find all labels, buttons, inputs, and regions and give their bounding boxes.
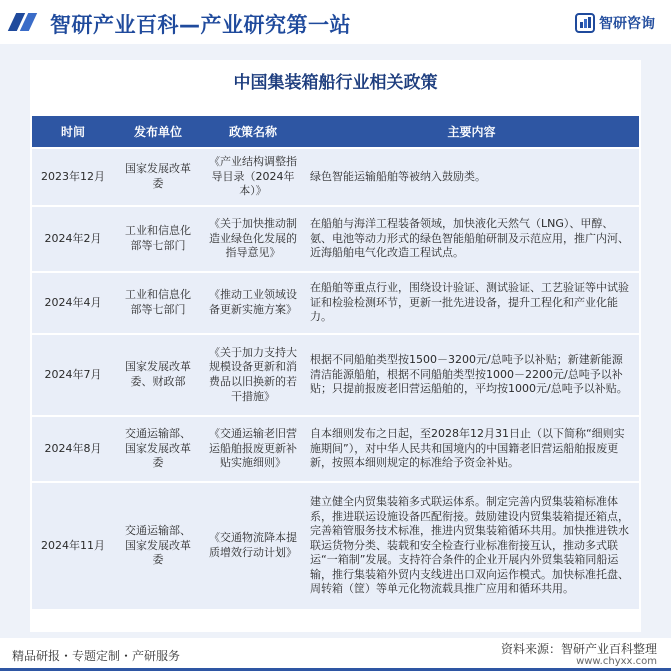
table-row <box>32 417 639 481</box>
cell-unit: 国家发展改革委、财政部 <box>114 335 202 415</box>
brand-name: 智研咨询 <box>599 16 655 32</box>
cell-time: 2024年2月 <box>32 207 114 271</box>
cell-time: 2024年7月 <box>32 335 114 415</box>
cell-unit: 国家发展改革委 <box>114 149 202 205</box>
table-row <box>32 273 639 333</box>
cell-policy-name: 《交通运输老旧营运船舶报废更新补贴实施细则》 <box>202 417 304 481</box>
cell-content: 自本细则发布之日起，至2028年12月31日止（以下简称“细则实施期间”），对中华人民共和国境内的中国籍老旧营运船舶报废更新，按照本细则规定的标准给予资金补贴。 <box>304 417 639 481</box>
cell-time: 2023年12月 <box>32 149 114 205</box>
cell-policy-name: 《交通物流降本提质增效行动计划》 <box>202 483 304 609</box>
cell-unit: 工业和信息化部等七部门 <box>114 273 202 333</box>
cell-policy-name: 《产业结构调整指导目录（2024年本）》 <box>202 149 304 205</box>
table-row <box>32 335 639 415</box>
page-header <box>0 0 671 44</box>
cell-content: 建立健全内贸集装箱多式联运体系。制定完善内贸集装箱标准体系，推进联运设施设备匹配衔接。鼓励建设内贸集装箱提还箱点，完善箱管服务技术标准，推进内贸集装箱循环共用。加快推进铁水联运货物分类、装载和安全检查行业标准衔接互认，推动多式联运“一箱制”发展。支持符合条件的企业开展内外贸集装箱同船运输，推行集装箱外贸内支线进出口双向运作模式。加快标准托盘、周转箱（筐）等单元化物流载具推广应用和循环共用。 <box>304 483 639 609</box>
cell-content: 绿色智能运输船舶等被纳入鼓励类。 <box>304 149 639 205</box>
cell-time: 2024年11月 <box>32 483 114 609</box>
brand-logo[interactable] <box>575 12 655 34</box>
cell-time: 2024年8月 <box>32 417 114 481</box>
table-header-row <box>32 116 639 147</box>
cell-content: 在船舶等重点行业，围绕设计验证、测试验证、工艺验证等中试验证和检验检测环节，更新一批先进设备，提升工程化和产业化能力。 <box>304 273 639 333</box>
cell-unit: 交通运输部、国家发展改革委 <box>114 417 202 481</box>
footer-services: 精品研报・专题定制・产研服务 <box>12 649 181 663</box>
footer-url[interactable]: www.chyxx.com <box>576 656 657 667</box>
policy-table <box>32 114 639 611</box>
cell-content: 根据不同船舶类型按1500－3200元/总吨予以补贴；新建新能源清洁能源船舶，根据不同船舶类型按1000－2200元/总吨予以补贴；只提前报废老旧营运船舶的，平均按1000元/总吨予以补贴。 <box>304 335 639 415</box>
logo-mark-icon <box>575 13 595 33</box>
table-row <box>32 207 639 271</box>
cell-content: 在船舶与海洋工程装备领域，加快液化天然气（LNG）、甲醇、氨、电池等动力形式的绿色智能船舶研制及示范应用，推广内河、近海船舶电气化改造工程试点。 <box>304 207 639 271</box>
cell-unit: 交通运输部、国家发展改革委 <box>114 483 202 609</box>
column-header-content: 主要内容 <box>304 116 639 147</box>
column-header-unit: 发布单位 <box>114 116 202 147</box>
column-header-time: 时间 <box>32 116 114 147</box>
table-row <box>32 483 639 609</box>
cell-policy-name: 《关于加快推动制造业绿色化发展的指导意见》 <box>202 207 304 271</box>
cell-time: 2024年4月 <box>32 273 114 333</box>
site-title: 智研产业百科—产业研究第一站 <box>50 13 351 37</box>
cell-unit: 工业和信息化部等七部门 <box>114 207 202 271</box>
footer-source: 资料来源：智研产业百科整理 <box>500 642 657 656</box>
cell-policy-name: 《关于加力支持大规模设备更新和消费品以旧换新的若干措施》 <box>202 335 304 415</box>
page-footer <box>0 638 671 671</box>
column-header-name: 政策名称 <box>202 116 304 147</box>
cell-policy-name: 《推动工业领域设备更新实施方案》 <box>202 273 304 333</box>
table-title: 中国集装箱船行业相关政策 <box>233 73 438 93</box>
policy-card <box>30 60 641 632</box>
table-row <box>32 149 639 205</box>
header-stripes-icon <box>12 13 42 31</box>
